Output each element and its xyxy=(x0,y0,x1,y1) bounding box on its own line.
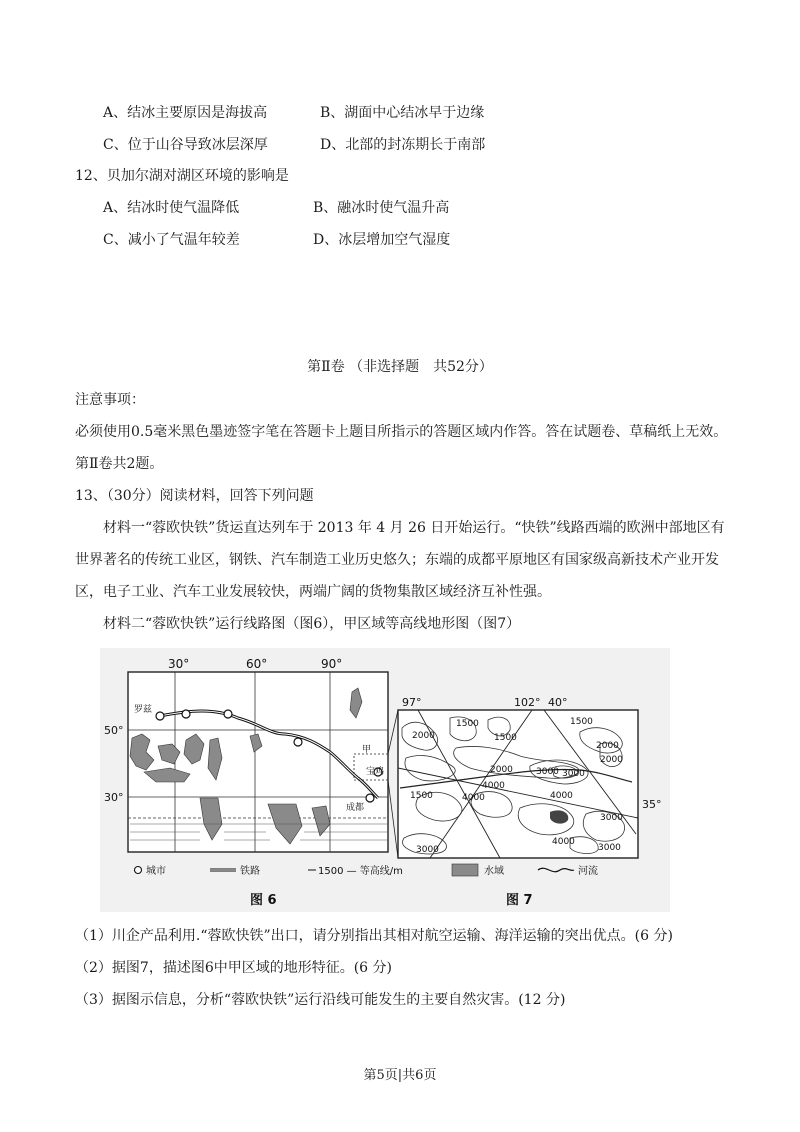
legend-water-icon xyxy=(452,864,478,876)
fig7-contour-label: 4000 xyxy=(462,793,485,803)
fig7-contour-label: 2000 xyxy=(412,731,435,741)
fig7-contour-label: 4000 xyxy=(482,781,505,791)
fig6-city-baoji-label: 宝鸡 xyxy=(366,767,385,777)
fig7-contour-label: 1500 xyxy=(410,791,433,801)
legend-railway-label: 铁路 xyxy=(240,866,260,877)
q12-option-d: D、冰层增加空气湿度 xyxy=(313,232,451,248)
q13-stem: 13、（30分）阅读材料，回答下列问题 xyxy=(75,488,314,504)
fig7-caption: 图 7 xyxy=(506,893,533,908)
q13-sub2: （2）据图7，描述图6中甲区域的地形特征。(6 分) xyxy=(75,960,393,976)
fig7-contour-label: 2000 xyxy=(596,741,619,751)
fig6-lat-30: 30° xyxy=(104,791,124,804)
notice-line-1: 必须使用0.5毫米黑色墨迹签字笔在答题卡上题目所指示的答题区域内作答。答在试题卷、草稿纸上无效。 xyxy=(75,424,728,440)
q11-option-b: B、湖面中心结冰早于边缘 xyxy=(320,105,485,121)
q12-stem: 12、贝加尔湖对湖区环境的影响是 xyxy=(75,168,289,184)
q12-option-b: B、融冰时使气温升高 xyxy=(313,200,450,216)
fig6-lon-90: 90° xyxy=(321,657,343,671)
fig7-lat-40: 40° xyxy=(548,696,568,709)
q11-option-a: A、结冰主要原因是海拔高 xyxy=(103,105,268,121)
q11-option-c: C、位于山谷导致冰层深厚 xyxy=(103,137,268,153)
fig7-contour-label: 4000 xyxy=(552,837,575,847)
fig6-city-chengdu-label: 成都 xyxy=(346,803,365,813)
fig6-lon-60: 60° xyxy=(246,657,268,671)
legend-river-label: 河流 xyxy=(578,866,598,877)
fig6-lon-30: 30° xyxy=(168,657,190,671)
fig6-city-west-label: 罗兹 xyxy=(134,705,153,715)
fig6-caption: 图 6 xyxy=(250,893,277,908)
fig7-contour-label: 2000 xyxy=(490,765,513,775)
notice-line-2: 第Ⅱ卷共2题。 xyxy=(75,456,164,472)
q11-option-d: D、北部的封冻期长于南部 xyxy=(320,137,486,153)
notice-title: 注意事项： xyxy=(75,392,145,408)
fig7-contour-label: 3000 xyxy=(536,767,559,777)
fig7-contour-label: 4000 xyxy=(550,791,573,801)
legend-water-label: 水域 xyxy=(484,866,504,877)
q13-material1-line1: 材料一“蓉欧快铁”货运直达列车于 2013 年 4 月 26 日开始运行。“快铁”线路西端的欧洲中部地区有 xyxy=(103,520,725,536)
fig6-frame xyxy=(128,672,388,852)
q13-material1-line2: 世界著名的传统工业区，钢铁、汽车制造工业历史悠久；东端的成都平原地区有国家级高新技术产业开发 xyxy=(75,552,719,568)
figure-7-map xyxy=(398,696,662,858)
figures-6-7 xyxy=(100,648,670,912)
section-title: 第Ⅱ卷 （非选择题 共52分） xyxy=(307,359,493,375)
q13-sub3: （3）据图示信息，分析“蓉欧快铁”运行沿线可能发生的主要自然灾害。(12 分) xyxy=(75,992,566,1008)
fig6-lat-50: 50° xyxy=(104,724,124,737)
fig7-contour-label: 3000 xyxy=(600,813,623,823)
fig7-contour-label: 1500 xyxy=(570,717,593,727)
fig7-contour-label: 3000 xyxy=(598,843,621,853)
q12-option-c: C、减小了气温年较差 xyxy=(103,232,240,248)
fig7-lon-102: 102° xyxy=(514,696,541,709)
legend-city-label: 城市 xyxy=(146,866,166,877)
q13-material1-line3: 区，电子工业、汽车工业发展较快，两端广阔的货物集散区域经济互补性强。 xyxy=(75,584,551,600)
fig7-contour-label: 1500 xyxy=(456,719,479,729)
fig7-contour-label: 2000 xyxy=(600,755,623,765)
fig7-contour-label: 3000 xyxy=(416,845,439,855)
legend-city-icon xyxy=(135,867,142,874)
q13-material2: 材料二“蓉欧快铁”运行线路图（图6），甲区域等高线地形图（图7） xyxy=(103,616,521,632)
legend-contour-label: 1500 — 等高线/m xyxy=(318,866,403,877)
figure-6-map xyxy=(104,657,398,858)
q13-sub1: （1）川企产品利用.“蓉欧快铁”出口，请分别指出其相对航空运输、海洋运输的突出优点。(6 分) xyxy=(75,928,673,944)
fig7-contour-label: 3000 xyxy=(562,769,585,779)
fig7-lat-35: 35° xyxy=(642,798,662,811)
fig7-contour-label: 1500 xyxy=(494,733,517,743)
fig6-region-jia-label: 甲 xyxy=(362,745,372,755)
q12-option-a: A、结冰时使气温降低 xyxy=(103,200,240,216)
page-footer: 第5页|共6页 xyxy=(363,1068,437,1083)
fig7-lon-97: 97° xyxy=(402,696,422,709)
